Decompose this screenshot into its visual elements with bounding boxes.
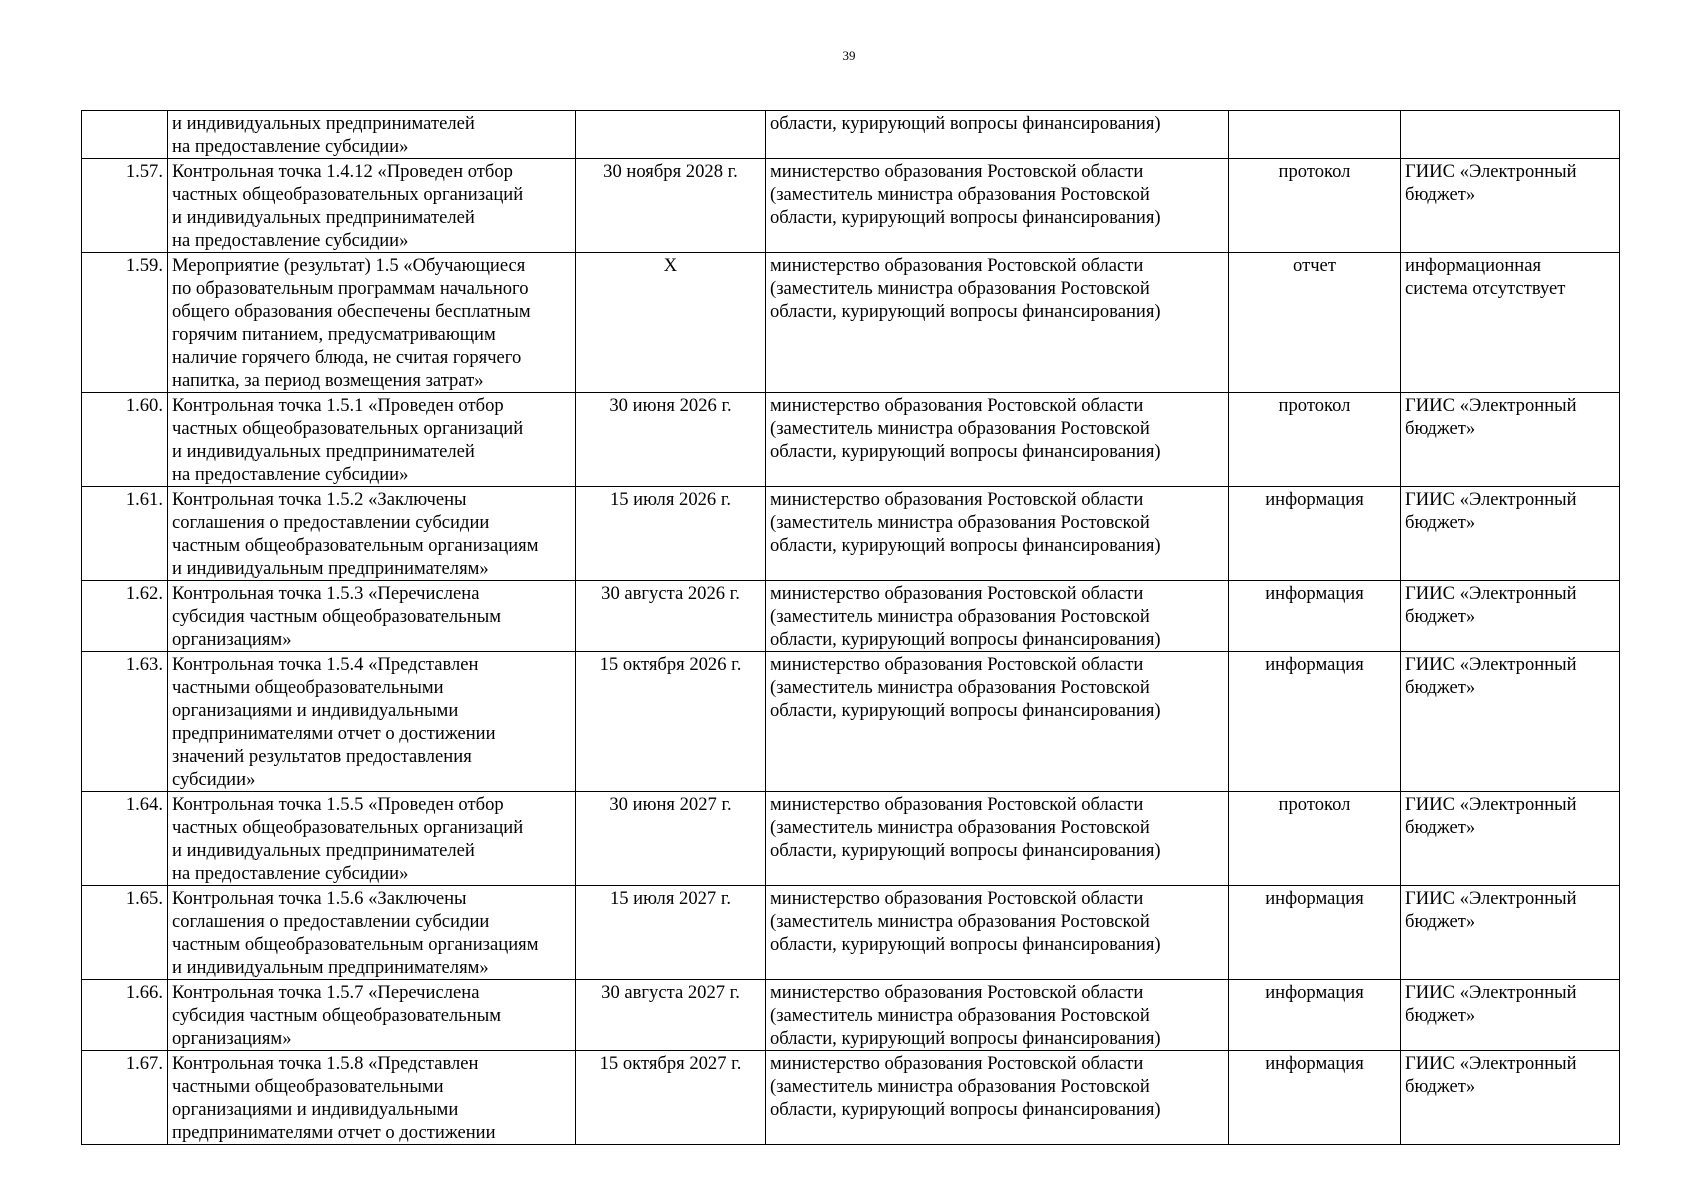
table-row [82,1051,1620,1145]
row-number-cell: 1.57. [82,159,168,253]
event-name-cell: Контрольная точка 1.5.2 «Заключены соглашения о предоставлении субсидии частным общеобразовательным организациям и индивидуальным предпринимателям» [168,487,576,581]
confirming-document-cell: информация [1229,581,1401,652]
event-name-cell: и индивидуальных предпринимателей на предоставление субсидии» [168,111,576,159]
row-number-cell: 1.62. [82,581,168,652]
deadline-date-cell: 30 ноября 2028 г. [576,159,766,253]
event-name-cell: Контрольная точка 1.5.1 «Проведен отбор частных общеобразовательных организаций и индивидуальных предпринимателей на предоставление субсидии» [168,393,576,487]
responsible-executor-cell: министерство образования Ростовской области (заместитель министра образования Ростовской области, курирующий вопросы финансирования) [766,393,1229,487]
deadline-date-cell: 30 августа 2026 г. [576,581,766,652]
table-row [82,487,1620,581]
row-number-cell: 1.67. [82,1051,168,1145]
deadline-date-cell: 30 июня 2027 г. [576,792,766,886]
deadline-date-cell: 30 июня 2026 г. [576,393,766,487]
row-number-cell [82,111,168,159]
deadline-date-cell: 15 июля 2027 г. [576,886,766,980]
event-name-cell: Контрольная точка 1.5.8 «Представлен частными общеобразовательными организациями и индивидуальными предпринимателями отчет о достижении [168,1051,576,1145]
row-number-cell: 1.64. [82,792,168,886]
event-name-cell: Контрольная точка 1.5.3 «Перечислена субсидия частным общеобразовательным организациям» [168,581,576,652]
responsible-executor-cell: министерство образования Ростовской области (заместитель министра образования Ростовской области, курирующий вопросы финансирования) [766,792,1229,886]
row-number-cell: 1.65. [82,886,168,980]
table-row [82,393,1620,487]
information-system-cell: ГИИС «Электронный бюджет» [1401,792,1620,886]
event-name-cell: Контрольная точка 1.4.12 «Проведен отбор частных общеобразовательных организаций и индивидуальных предпринимателей на предоставление субсидии» [168,159,576,253]
deadline-date-cell: 15 июля 2026 г. [576,487,766,581]
event-name-cell: Контрольная точка 1.5.7 «Перечислена субсидия частным общеобразовательным организациям» [168,980,576,1051]
responsible-executor-cell: министерство образования Ростовской области (заместитель министра образования Ростовской области, курирующий вопросы финансирования) [766,652,1229,792]
event-name-cell: Контрольная точка 1.5.6 «Заключены соглашения о предоставлении субсидии частным общеобразовательным организациям и индивидуальным предпринимателям» [168,886,576,980]
information-system-cell: ГИИС «Электронный бюджет» [1401,581,1620,652]
row-number-cell: 1.60. [82,393,168,487]
confirming-document-cell: протокол [1229,393,1401,487]
deadline-date-cell: 30 августа 2027 г. [576,980,766,1051]
information-system-cell: ГИИС «Электронный бюджет» [1401,1051,1620,1145]
responsible-executor-cell: министерство образования Ростовской области (заместитель министра образования Ростовской области, курирующий вопросы финансирования) [766,1051,1229,1145]
confirming-document-cell: информация [1229,1051,1401,1145]
table-row [82,253,1620,393]
table-row [82,581,1620,652]
row-number-cell: 1.59. [82,253,168,393]
plan-table [81,110,1620,1145]
information-system-cell: информационная система отсутствует [1401,253,1620,393]
table-row [82,980,1620,1051]
event-name-cell: Контрольная точка 1.5.5 «Проведен отбор частных общеобразовательных организаций и индивидуальных предпринимателей на предоставление субсидии» [168,792,576,886]
confirming-document-cell: информация [1229,886,1401,980]
deadline-date-cell: Х [576,253,766,393]
information-system-cell: ГИИС «Электронный бюджет» [1401,159,1620,253]
row-number-cell: 1.66. [82,980,168,1051]
deadline-date-cell: 15 октября 2026 г. [576,652,766,792]
row-number-cell: 1.61. [82,487,168,581]
responsible-executor-cell: министерство образования Ростовской области (заместитель министра образования Ростовской области, курирующий вопросы финансирования) [766,487,1229,581]
deadline-date-cell [576,111,766,159]
confirming-document-cell [1229,111,1401,159]
information-system-cell: ГИИС «Электронный бюджет» [1401,886,1620,980]
responsible-executor-cell: министерство образования Ростовской области (заместитель министра образования Ростовской области, курирующий вопросы финансирования) [766,253,1229,393]
confirming-document-cell: протокол [1229,159,1401,253]
table-row [82,652,1620,792]
confirming-document-cell: информация [1229,980,1401,1051]
confirming-document-cell: протокол [1229,792,1401,886]
information-system-cell [1401,111,1620,159]
event-name-cell: Контрольная точка 1.5.4 «Представлен частными общеобразовательными организациями и индивидуальными предпринимателями отчет о достижении значений результатов предоставления субсидии» [168,652,576,792]
information-system-cell: ГИИС «Электронный бюджет» [1401,487,1620,581]
confirming-document-cell: информация [1229,652,1401,792]
event-name-cell: Мероприятие (результат) 1.5 «Обучающиеся по образовательным программам начального общего образования обеспечены бесплатным горячим питанием, предусматривающим наличие горячего блюда, не считая горячего напитка, за период возмещения затрат» [168,253,576,393]
information-system-cell: ГИИС «Электронный бюджет» [1401,652,1620,792]
deadline-date-cell: 15 октября 2027 г. [576,1051,766,1145]
table-row [82,111,1620,159]
responsible-executor-cell: министерство образования Ростовской области (заместитель министра образования Ростовской области, курирующий вопросы финансирования) [766,159,1229,253]
page-number: 39 [842,48,856,63]
table-row [82,792,1620,886]
row-number-cell: 1.63. [82,652,168,792]
confirming-document-cell: отчет [1229,253,1401,393]
responsible-executor-cell: министерство образования Ростовской области (заместитель министра образования Ростовской области, курирующий вопросы финансирования) [766,886,1229,980]
plan-table-body [82,111,1620,1145]
responsible-executor-cell: министерство образования Ростовской области (заместитель министра образования Ростовской области, курирующий вопросы финансирования) [766,980,1229,1051]
table-row [82,159,1620,253]
information-system-cell: ГИИС «Электронный бюджет» [1401,393,1620,487]
confirming-document-cell: информация [1229,487,1401,581]
information-system-cell: ГИИС «Электронный бюджет» [1401,980,1620,1051]
table-row [82,886,1620,980]
responsible-executor-cell: министерство образования Ростовской области (заместитель министра образования Ростовской области, курирующий вопросы финансирования) [766,581,1229,652]
responsible-executor-cell: области, курирующий вопросы финансирования) [766,111,1229,159]
